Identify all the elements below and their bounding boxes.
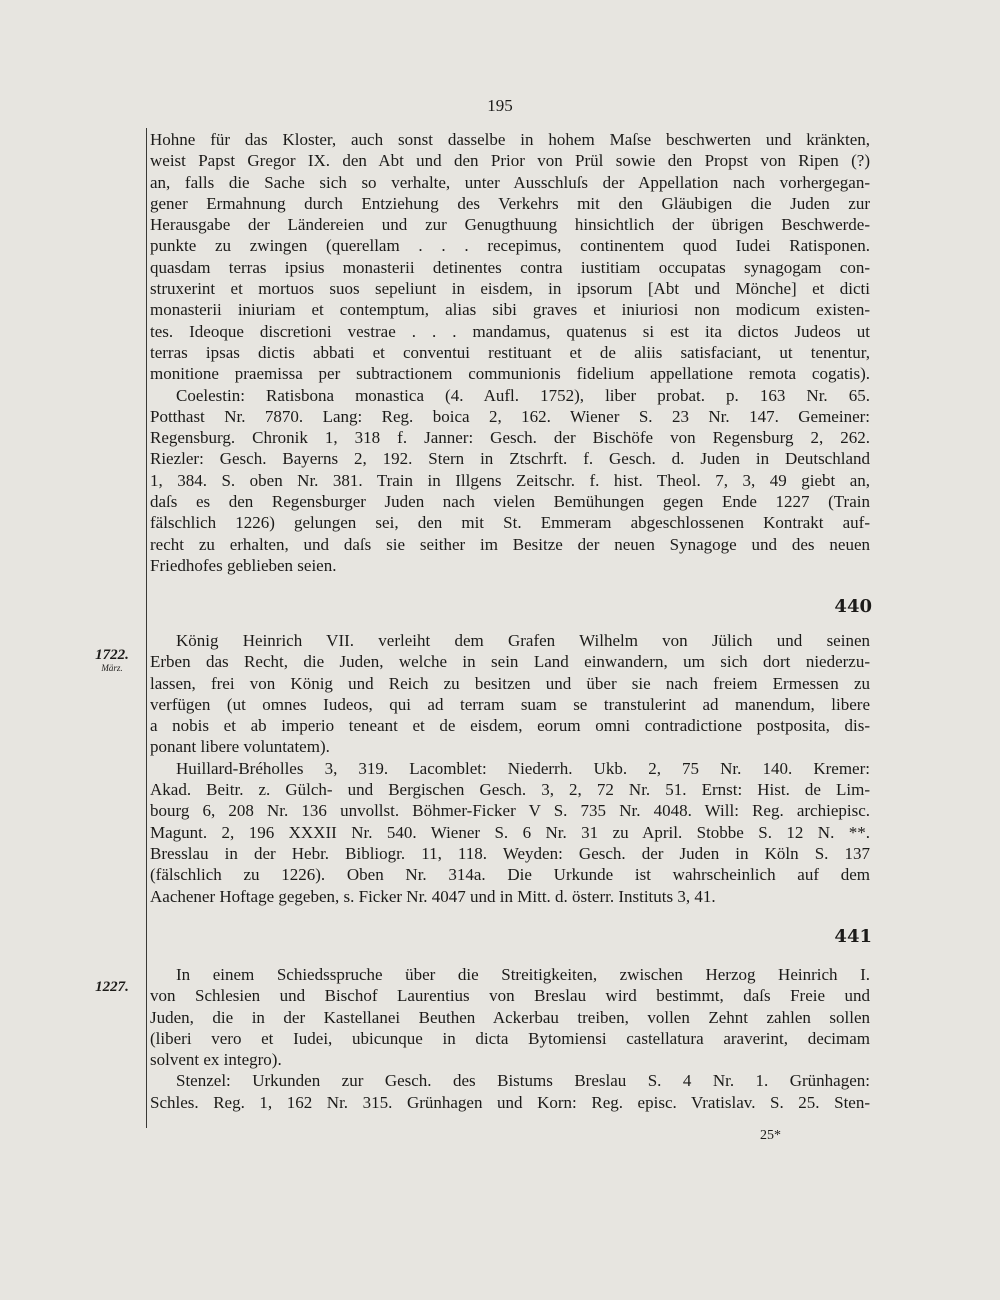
text-line: Juden, die in der Kastellanei Beuthen Ackerbau treiben, vollen Zehnt zahlen sollen (150, 1007, 870, 1027)
page-number: 195 (487, 96, 513, 115)
margin-date (84, 648, 140, 673)
text-line: gener Ermahnung durch Entziehung des Verkehrs mit den Gläubigen die Juden zur (150, 193, 870, 213)
text-line: (fälschlich zu 1226). Oben Nr. 314a. Die Urkunde ist wahrscheinlich auf dem (150, 865, 870, 885)
margin-rule (146, 128, 147, 1128)
text-line: monitione praemissa per subtractionem communionis fidelium appellatione remota cogatis). (150, 364, 870, 384)
text-line: recht zu erhalten, und daſs sie seither im Besitze der neuen Synagoge und des neuen (150, 534, 870, 554)
text-line: daſs es den Regensburger Juden nach vielen Bemühungen gegen Ende 1227 (Train (150, 492, 870, 512)
text-line: struxerint et mortuos suos sepeliunt in eisdem, in ipsorum [Abt und Mönche] et dicti (150, 279, 870, 299)
entry-1227-text (150, 964, 870, 1113)
text-line: lassen, frei von König und Reich zu besitzen und über sie nach freiem Ermessen zu (150, 673, 870, 693)
text-line: 1, 384. S. oben Nr. 381. Train in Illgens Zeitschr. f. hist. Theol. 7, 3, 49 giebt an, (150, 470, 870, 490)
text-line: Riezler: Gesch. Bayerns 2, 192. Stern in Ztschrft. f. Gesch. d. Juden in Deutschland (150, 449, 870, 469)
entry-number: 441 (834, 926, 872, 947)
entry-441-text (150, 630, 870, 907)
text-line: terras ipsas dictis abbati et conventui restituant et de aliis satisfaciant, ut tenentur, (150, 342, 870, 362)
text-line: a nobis et ab imperio teneant et de eisdem, eorum omni contradictione postposita, dis- (150, 716, 870, 736)
entry-440-text (150, 129, 870, 576)
text-line: Hohne für das Kloster, auch sonst dasselbe in hohem Maſse beschwerten und kränkten, (150, 130, 870, 149)
text-line: punkte zu zwingen (querellam . . . recepimus, continentem quod Iudei Ratisponen. (150, 236, 870, 256)
text-line: verfügen (ut omnes Iudeos, qui ad terram suam se transtulerint ad manendum, libere (150, 694, 870, 714)
text-line: Potthast Nr. 7870. Lang: Reg. boica 2, 162. Wiener S. 23 Nr. 147. Gemeiner: (150, 406, 870, 426)
text-line: von Schlesien und Bischof Laurentius von Breslau wird bestimmt, daſs Freie und (150, 986, 870, 1006)
text-line: weist Papst Gregor IX. den Abt und den Prior von Prül sowie den Propst von Ripen (?) (150, 151, 870, 171)
text-line: quasdam terras ipsius monasterii detinentes contra iustitiam occupatas synagogam con- (150, 257, 870, 277)
text-line: In einem Schiedsspruche über die Streitigkeiten, zwischen Herzog Heinrich I. (176, 965, 870, 984)
text-line: bourg 6, 208 Nr. 136 unvollst. Böhmer-Ficker V S. 735 Nr. 4048. Will: Reg. archiepisc. (150, 801, 870, 821)
text-line: monasterii iniuriam et contemptum, alias sibi graves et iniuriosi non modicum existen- (150, 300, 870, 320)
text-line: Friedhofes geblieben seien. (150, 555, 337, 575)
margin-date (84, 980, 140, 995)
margin-date-year: 1722. (95, 647, 129, 663)
margin-date-year: 1227. (95, 979, 129, 995)
text-line: König Heinrich VII. verleiht dem Grafen Wilhelm von Jülich und seinen (176, 631, 870, 650)
text-line: Bresslau in der Hebr. Bibliogr. 11, 118. Weyden: Gesch. der Juden in Köln S. 137 (150, 843, 870, 863)
text-line: solvent ex integro). (150, 1050, 282, 1070)
text-line: Huillard-Bréholles 3, 319. Lacomblet: Niederrh. Ukb. 2, 75 Nr. 140. Kremer: (176, 758, 870, 778)
text-line: ponant libere voluntatem). (150, 737, 330, 757)
text-line: (liberi vero et Iudei, ubicunque in dicta Bytomiensi castellatura araverint, decimam (150, 1028, 870, 1048)
text-line: Herausgabe der Ländereien und zur Genugthuung hinsichtlich der übrigen Beschwerde- (150, 215, 870, 235)
margin-date-month: März. (101, 663, 123, 673)
text-line: Akad. Beitr. z. Gülch- und Bergischen Gesch. 3, 2, 72 Nr. 51. Ernst: Hist. de Lim- (150, 780, 870, 800)
text-line: fälschlich 1226) gelungen sei, den mit St. Emmeram abgeschlossenen Kontrakt auf- (150, 513, 870, 533)
text-line: Schles. Reg. 1, 162 Nr. 315. Grünhagen und Korn: Reg. episc. Vratislav. S. 25. Sten- (150, 1092, 870, 1112)
text-line: Aachener Hoftage gegeben, s. Ficker Nr. 4047 und in Mitt. d. österr. Instituts 3, 41. (150, 886, 716, 906)
signature-mark: 25* (760, 1128, 781, 1143)
text-line: an, falls die Sache sich so verhalte, unter Ausschluſs der Appellation nach vorhergegan- (150, 172, 870, 192)
entry-number: 440 (834, 596, 872, 617)
text-line: Erben das Recht, die Juden, welche in sein Land einwandern, um sich dort niederzu- (150, 652, 870, 672)
text-line: tes. Ideoque discretioni vestrae . . . mandamus, quatenus si est ita dictos Judeos ut (150, 321, 870, 341)
text-line: Regensburg. Chronik 1, 318 f. Janner: Gesch. der Bischöfe von Regensburg 2, 262. (150, 428, 870, 448)
text-line: Magunt. 2, 196 XXXII Nr. 540. Wiener S. 6 Nr. 31 zu April. Stobbe S. 12 N. **. (150, 822, 870, 842)
text-line: Coelestin: Ratisbona monastica (4. Aufl. 1752), liber probat. p. 163 Nr. 65. (176, 385, 870, 405)
text-line: Stenzel: Urkunden zur Gesch. des Bistums Breslau S. 4 Nr. 1. Grünhagen: (176, 1071, 870, 1091)
